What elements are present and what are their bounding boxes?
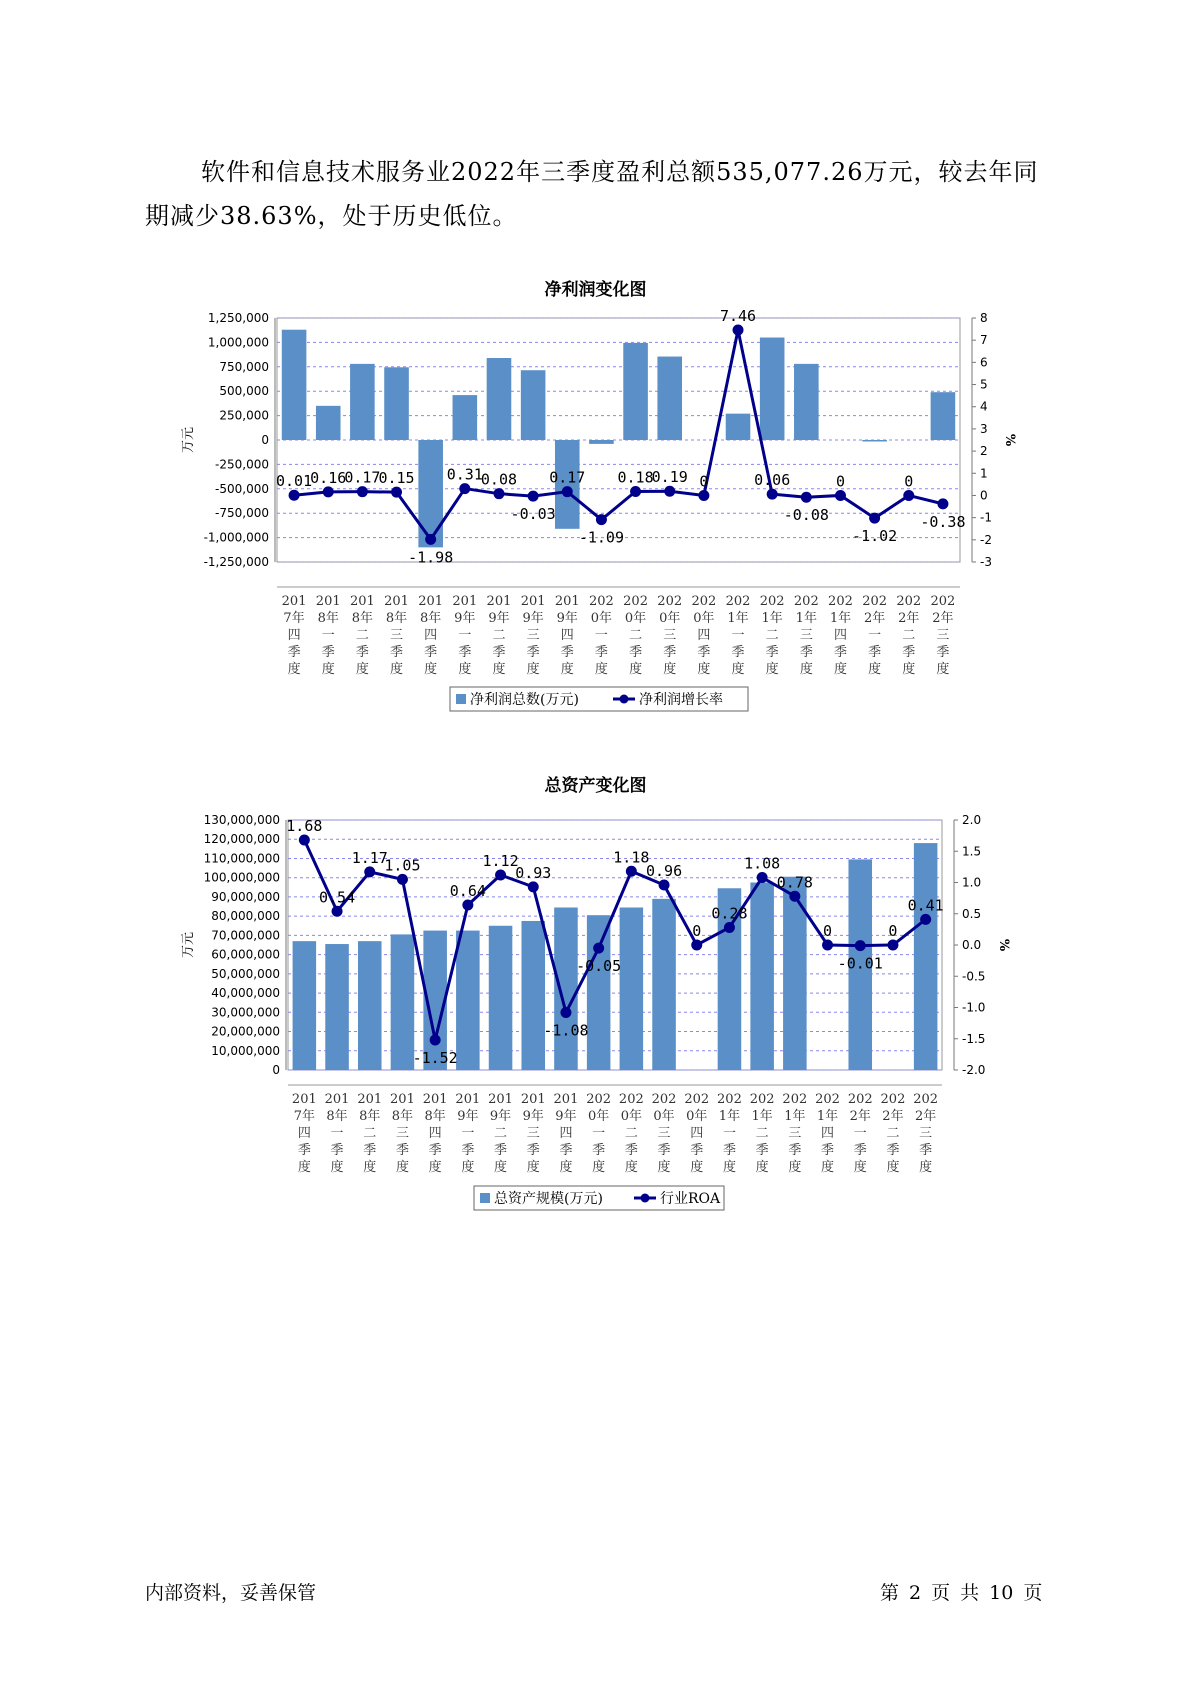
x-tick-label: 202 2年三季度 xyxy=(930,594,956,677)
bar xyxy=(325,944,349,1070)
line-point xyxy=(364,866,375,877)
bar xyxy=(862,440,887,441)
line-point xyxy=(323,486,334,497)
bar xyxy=(282,330,307,440)
line-point xyxy=(459,483,470,494)
total-label-prefix: 共 xyxy=(960,1582,980,1604)
data-label: -1.08 xyxy=(543,1021,589,1040)
x-tick-label: 202 2年一季度 xyxy=(847,1092,873,1175)
data-label: 0 xyxy=(699,472,709,491)
data-label: 1.68 xyxy=(286,817,323,835)
line-point xyxy=(855,940,866,951)
y-tick-label: -500,000 xyxy=(215,481,269,496)
legend-bar-label: 总资产规模(万元) xyxy=(494,1191,603,1207)
x-tick-label: 202 0年一季度 xyxy=(586,1092,612,1175)
y-tick-label: 110,000,000 xyxy=(203,851,280,866)
y2-tick-label: 1.0 xyxy=(962,875,982,890)
net-profit-chart xyxy=(0,300,1191,720)
bar xyxy=(931,392,956,440)
line-point xyxy=(801,492,812,503)
total-pages: 10 xyxy=(989,1582,1014,1604)
data-label: 7.46 xyxy=(719,306,757,325)
y-tick-label: 10,000,000 xyxy=(211,1043,280,1058)
line-point xyxy=(757,872,768,883)
y2-tick-label: -1 xyxy=(980,510,992,525)
y2-tick-label: -1.0 xyxy=(962,1000,986,1015)
data-label: 0.06 xyxy=(754,471,791,490)
line-point xyxy=(626,866,637,877)
line-point xyxy=(920,914,931,925)
bar xyxy=(456,931,480,1070)
legend-line-label: 行业ROA xyxy=(660,1191,721,1207)
line-point xyxy=(630,486,641,497)
x-tick-label: 202 0年三季度 xyxy=(657,594,683,677)
x-tick-label: 201 8年四季度 xyxy=(418,594,444,677)
data-label: 0.16 xyxy=(310,468,347,487)
y-tick-label: 130,000,000 xyxy=(203,813,280,827)
y2-tick-label: 2.0 xyxy=(962,813,982,827)
x-tick-label: 201 8年三季度 xyxy=(384,594,409,677)
bar xyxy=(521,370,546,440)
data-label: 0.28 xyxy=(711,904,748,923)
x-tick-label: 201 9年四季度 xyxy=(553,1092,579,1175)
data-label: 0.17 xyxy=(344,468,381,487)
footer-page-info xyxy=(880,1578,1052,1605)
data-label: -1.09 xyxy=(578,528,625,547)
line-point xyxy=(835,490,846,501)
line-point xyxy=(596,514,607,525)
bar xyxy=(623,343,648,440)
data-label: -0.38 xyxy=(920,512,966,531)
data-label: -1.52 xyxy=(412,1049,458,1067)
total-label-suffix: 页 xyxy=(1023,1582,1043,1604)
x-tick-label: 201 7年四季度 xyxy=(281,594,307,677)
bar xyxy=(914,843,938,1070)
x-tick-label: 202 1年二季度 xyxy=(749,1092,775,1175)
x-tick-label: 202 0年一季度 xyxy=(589,594,614,677)
y-axis-title: 万元 xyxy=(181,931,196,959)
x-tick-label: 202 1年三季度 xyxy=(782,1092,808,1175)
line-point xyxy=(560,1007,571,1018)
y-tick-label: -1,000,000 xyxy=(203,530,269,545)
data-label: 0.08 xyxy=(480,470,518,489)
data-label: 1.18 xyxy=(613,848,650,867)
y2-tick-label: 8 xyxy=(980,311,988,325)
x-tick-label: 201 9年一季度 xyxy=(455,1092,481,1175)
y-tick-label: 750,000 xyxy=(219,359,269,374)
data-label: 1.05 xyxy=(384,856,421,875)
y-tick-label: 250,000 xyxy=(219,408,269,423)
y-tick-label: 20,000,000 xyxy=(211,1024,280,1039)
chart-title-net-profit: 净利润变化图 xyxy=(544,280,647,300)
bar xyxy=(358,941,382,1070)
line-point xyxy=(562,486,573,497)
x-tick-label: 201 9年二季度 xyxy=(488,1092,513,1175)
y-tick-label: 50,000,000 xyxy=(211,966,280,981)
data-label: 0.78 xyxy=(776,873,813,892)
line-point xyxy=(462,900,473,911)
data-label: 0 xyxy=(835,472,845,491)
y-tick-label: 80,000,000 xyxy=(211,909,280,924)
bar xyxy=(657,357,682,440)
bar xyxy=(350,364,375,440)
footer-confidential-note: 内部资料，妥善保管 xyxy=(145,1582,317,1604)
y-tick-label: 90,000,000 xyxy=(211,889,280,904)
y2-tick-label: 0.0 xyxy=(962,938,982,952)
x-tick-label: 202 1年四季度 xyxy=(828,594,853,677)
x-tick-label: 202 0年二季度 xyxy=(623,594,648,677)
y-tick-label: 40,000,000 xyxy=(211,986,280,1001)
line-point xyxy=(332,906,343,917)
line-point xyxy=(659,880,670,891)
line-point xyxy=(528,491,539,502)
bar xyxy=(794,364,819,440)
x-tick-label: 202 1年二季度 xyxy=(759,594,785,677)
line-point xyxy=(493,488,504,499)
bar xyxy=(750,883,774,1071)
y-tick-label: 100,000,000 xyxy=(203,870,280,885)
y2-axis-title: % xyxy=(1002,433,1017,447)
x-tick-label: 201 8年二季度 xyxy=(349,594,375,677)
x-tick-label: 201 9年三季度 xyxy=(520,1092,546,1175)
line-point xyxy=(430,1035,441,1046)
data-label: 0.19 xyxy=(651,468,688,487)
data-label: 0.15 xyxy=(378,469,415,488)
data-label: 0.96 xyxy=(645,862,683,880)
x-tick-label: 202 2年三季度 xyxy=(913,1092,939,1175)
y2-tick-label: 1 xyxy=(980,466,988,481)
x-tick-label: 202 1年一季度 xyxy=(717,1092,742,1175)
x-tick-label: 201 9年一季度 xyxy=(452,594,478,677)
y2-axis-title: % xyxy=(996,938,1011,952)
data-label: -0.05 xyxy=(576,957,622,976)
line-point xyxy=(869,513,880,524)
y2-tick-label: 2 xyxy=(980,444,988,459)
y2-tick-label: 6 xyxy=(980,355,988,370)
line-point xyxy=(822,940,833,951)
x-tick-label: 202 2年一季度 xyxy=(862,594,888,677)
y-tick-label: 0 xyxy=(272,1063,280,1077)
bar xyxy=(620,908,644,1071)
x-tick-label: 201 8年一季度 xyxy=(315,594,341,677)
data-label: -1.98 xyxy=(408,548,454,567)
y-tick-label: -250,000 xyxy=(215,457,269,472)
line-point xyxy=(391,487,402,498)
data-label: -0.03 xyxy=(510,505,556,524)
line-point xyxy=(887,940,898,951)
y-axis-title: 万元 xyxy=(181,426,196,454)
x-tick-label: 201 9年二季度 xyxy=(486,594,512,677)
bar xyxy=(783,877,807,1070)
chart-title-total-assets: 总资产变化图 xyxy=(544,776,647,796)
line-point xyxy=(691,940,702,951)
data-label: 0 xyxy=(904,472,914,491)
legend-bar-swatch xyxy=(480,1193,490,1203)
x-tick-label: 202 2年二季度 xyxy=(896,594,922,677)
line-point xyxy=(789,891,800,902)
x-tick-label: 202 0年二季度 xyxy=(618,1092,644,1175)
y2-tick-label: 7 xyxy=(980,333,988,348)
x-tick-label: 202 1年一季度 xyxy=(725,594,751,677)
x-tick-label: 201 8年三季度 xyxy=(390,1092,415,1175)
line-point xyxy=(289,490,300,501)
data-label: 1.08 xyxy=(744,854,781,873)
x-tick-label: 202 1年四季度 xyxy=(815,1092,840,1175)
x-tick-label: 201 8年一季度 xyxy=(324,1092,350,1175)
data-label: 0.41 xyxy=(907,896,944,915)
y2-tick-label: -3 xyxy=(980,555,992,569)
line-point xyxy=(528,881,539,892)
data-label: 0.54 xyxy=(318,888,356,907)
y-tick-label: 1,000,000 xyxy=(207,335,269,350)
data-label: 0 xyxy=(823,922,833,940)
x-tick-label: 201 9年四季度 xyxy=(554,594,580,677)
x-tick-label: 201 7年四季度 xyxy=(291,1092,317,1175)
y2-tick-label: 3 xyxy=(980,421,988,436)
data-label: 0.64 xyxy=(449,882,486,900)
line-point xyxy=(937,498,948,509)
bar xyxy=(316,406,341,440)
bar xyxy=(293,941,317,1070)
y2-tick-label: 0.5 xyxy=(962,906,982,921)
y2-tick-label: 5 xyxy=(980,377,988,392)
x-tick-label: 202 1年三季度 xyxy=(793,594,819,677)
x-tick-label: 201 8年二季度 xyxy=(357,1092,383,1175)
y-tick-label: 120,000,000 xyxy=(203,832,280,847)
legend-line-label: 净利润增长率 xyxy=(639,692,723,708)
y2-tick-label: 1.5 xyxy=(962,844,982,859)
x-tick-label: 201 9年三季度 xyxy=(520,594,546,677)
data-label: 0 xyxy=(692,922,702,940)
legend-bar-swatch xyxy=(456,694,466,704)
bar xyxy=(589,440,614,444)
bar xyxy=(652,899,676,1070)
line-point xyxy=(724,922,735,933)
line-point xyxy=(357,486,368,497)
line-point xyxy=(664,486,675,497)
legend-bar-label: 净利润总数(万元) xyxy=(470,692,579,708)
data-label: -0.08 xyxy=(783,506,829,525)
y2-tick-label: 4 xyxy=(980,399,988,414)
x-tick-label: 202 0年三季度 xyxy=(651,1092,677,1175)
data-label: 1.12 xyxy=(482,852,519,870)
page-label-suffix: 页 xyxy=(931,1582,951,1604)
bar xyxy=(587,915,611,1070)
data-label: 0.93 xyxy=(515,863,552,882)
data-label: -0.01 xyxy=(837,954,883,973)
y-tick-label: 60,000,000 xyxy=(211,947,280,962)
line-point xyxy=(593,943,604,954)
data-label: 0.31 xyxy=(446,465,483,484)
x-tick-label: 202 2年二季度 xyxy=(880,1092,906,1175)
data-label: 0 xyxy=(888,922,898,940)
y-tick-label: -1,250,000 xyxy=(203,555,269,569)
y2-tick-label: -2.0 xyxy=(962,1063,986,1077)
total-assets-chart xyxy=(0,795,1191,1225)
legend-line-marker xyxy=(620,695,629,704)
y-tick-label: 0 xyxy=(261,433,269,447)
x-tick-label: 202 0年四季度 xyxy=(684,1092,710,1175)
bar xyxy=(384,367,409,440)
page-number: 2 xyxy=(909,1582,922,1604)
bar xyxy=(489,926,513,1070)
y2-tick-label: 0 xyxy=(980,488,988,503)
bar xyxy=(760,338,785,440)
page-label-prefix: 第 xyxy=(880,1582,900,1604)
bar xyxy=(391,934,415,1070)
data-label: 1.17 xyxy=(351,848,388,867)
bar xyxy=(487,358,512,440)
y2-tick-label: -2 xyxy=(980,532,992,547)
x-tick-label: 201 8年四季度 xyxy=(422,1092,448,1175)
data-label: 0.17 xyxy=(549,468,586,487)
bar xyxy=(554,908,578,1071)
legend-line-marker xyxy=(641,1194,650,1203)
line-point xyxy=(767,489,778,500)
bar xyxy=(521,921,545,1070)
y-tick-label: 500,000 xyxy=(219,384,269,399)
bar xyxy=(726,414,751,440)
line-point xyxy=(733,324,744,335)
line-point xyxy=(299,835,310,846)
data-label: -1.02 xyxy=(852,527,898,546)
intro-paragraph: 软件和信息技术服务业2022年三季度盈利总额535,077.26万元，较去年同期减少38.63%，处于历史低位。 xyxy=(145,158,1039,230)
y2-tick-label: -0.5 xyxy=(962,969,986,984)
x-tick-label: 202 0年四季度 xyxy=(691,594,717,677)
bar xyxy=(418,440,443,547)
bar xyxy=(453,395,478,440)
y2-tick-label: -1.5 xyxy=(962,1031,986,1046)
data-label: 0.18 xyxy=(617,468,654,487)
y-tick-label: 30,000,000 xyxy=(211,1005,280,1020)
line-point xyxy=(495,870,506,881)
line-point xyxy=(397,874,408,885)
y-tick-label: 70,000,000 xyxy=(211,928,280,943)
line-point xyxy=(425,534,436,545)
line-point xyxy=(903,490,914,501)
y-tick-label: 1,250,000 xyxy=(207,311,269,325)
line-point xyxy=(698,490,709,501)
data-label: 0.01 xyxy=(276,472,313,491)
y-tick-label: -750,000 xyxy=(215,506,269,521)
